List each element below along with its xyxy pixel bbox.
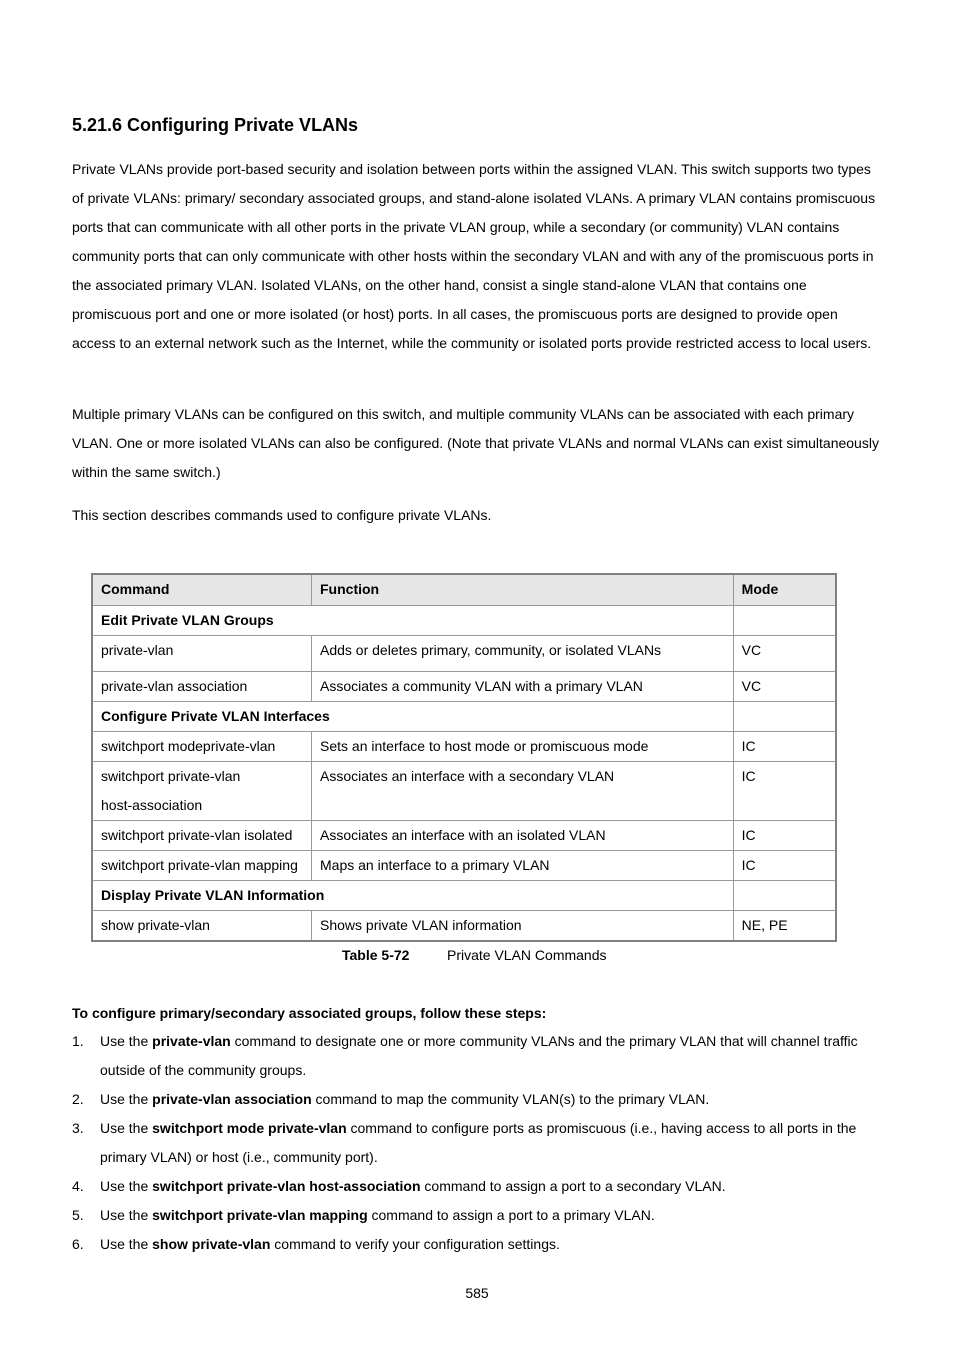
table-row bbox=[92, 732, 836, 762]
list-item bbox=[72, 1230, 884, 1259]
table-caption bbox=[342, 944, 607, 966]
list-item bbox=[72, 1172, 884, 1201]
table-caption-text: Private VLAN Commands bbox=[447, 947, 607, 963]
function-cell: Shows private VLAN information bbox=[312, 911, 734, 942]
empty-cell bbox=[733, 606, 836, 636]
step-command: private-vlan association bbox=[152, 1091, 312, 1107]
list-item bbox=[72, 1027, 884, 1085]
table-row bbox=[92, 911, 836, 942]
mode-cell: VC bbox=[733, 672, 836, 702]
table-section-row bbox=[92, 702, 836, 732]
list-item bbox=[72, 1114, 884, 1172]
step-number: 4. bbox=[72, 1178, 84, 1194]
step-number: 6. bbox=[72, 1236, 84, 1252]
command-cell: switchport private-vlan mapping bbox=[92, 851, 312, 881]
column-header-command: Command bbox=[92, 574, 312, 606]
section-title: Edit Private VLAN Groups bbox=[92, 606, 733, 636]
column-header-mode: Mode bbox=[733, 574, 836, 606]
step-command: switchport mode private-vlan bbox=[152, 1120, 347, 1136]
empty-cell bbox=[733, 881, 836, 911]
table-row bbox=[92, 851, 836, 881]
section-description: This section describes commands used to configure private VLANs. bbox=[72, 507, 492, 523]
table-section-row bbox=[92, 606, 836, 636]
steps-list bbox=[72, 1027, 884, 1259]
table-caption-number: Table 5-72 bbox=[342, 947, 410, 963]
page-number: 585 bbox=[465, 1285, 489, 1301]
intro-paragraph: Private VLANs provide port-based security and isolation between ports within the assigned VLAN. This switch supports two types of private VLANs: primary/ secondary associated groups, and stand-alone isolated VLANs. A primary VLAN contains promiscuous ports that can communicate with all other ports in the private VLAN group, while a secondary (or community) VLAN contains community ports that can only communicate with other hosts within the secondary VLAN and with any of the promiscuous ports in the associated primary VLAN. Isolated VLANs, on the other hand, consist a single stand-alone VLAN that contains one promiscuous port and one or more isolated (or host) ports. In all cases, the promiscuous ports are designed to provide open access to an external network such as the Internet, while the community or isolated ports provide restricted access to local users. bbox=[72, 161, 876, 351]
command-cell: show private-vlan bbox=[92, 911, 312, 942]
table-section-row bbox=[92, 881, 836, 911]
list-item bbox=[72, 1201, 884, 1230]
table-row bbox=[92, 636, 836, 672]
step-command: switchport private-vlan host-association bbox=[152, 1178, 421, 1194]
section-title: Configure Private VLAN Interfaces bbox=[92, 702, 733, 732]
list-item bbox=[72, 1085, 884, 1114]
table-header-row bbox=[92, 574, 836, 606]
command-cell bbox=[92, 762, 312, 821]
section-heading: 5.21.6 Configuring Private VLANs bbox=[72, 115, 359, 135]
step-number: 5. bbox=[72, 1207, 84, 1223]
step-text: command to assign a port to a primary VLAN. bbox=[367, 1207, 655, 1223]
function-cell: Adds or deletes primary, community, or isolated VLANs bbox=[312, 636, 734, 672]
step-text: command to assign a port to a secondary VLAN. bbox=[420, 1178, 726, 1194]
command-line-1: switchport private-vlan bbox=[101, 768, 241, 784]
step-text: command to map the community VLAN(s) to the primary VLAN. bbox=[311, 1091, 710, 1107]
empty-cell bbox=[733, 702, 836, 732]
command-cell: private-vlan bbox=[92, 636, 312, 672]
multiple-vlans-paragraph: Multiple primary VLANs can be configured on this switch, and multiple community VLANs can be associated with each primary VLAN. One or more isolated VLANs can also be configured. (Note that private VLANs and normal VLANs can exist simultaneously within the same switch.) bbox=[72, 406, 879, 480]
step-command: switchport private-vlan mapping bbox=[152, 1207, 368, 1223]
step-text: command to configure ports as promiscuous (i.e., having access to all ports in the primary VLAN) or host (i.e., community port). bbox=[100, 1120, 857, 1165]
step-number: 2. bbox=[72, 1091, 84, 1107]
step-command: show private-vlan bbox=[152, 1236, 271, 1252]
command-cell: switchport modeprivate-vlan bbox=[92, 732, 312, 762]
command-cell: private-vlan association bbox=[92, 672, 312, 702]
step-text: command to verify your configuration settings. bbox=[270, 1236, 560, 1252]
mode-cell: IC bbox=[733, 821, 836, 851]
mode-cell: NE, PE bbox=[733, 911, 836, 942]
step-number: 1. bbox=[72, 1033, 84, 1049]
step-text: Use the bbox=[100, 1120, 153, 1136]
function-cell: Associates a community VLAN with a primary VLAN bbox=[312, 672, 734, 702]
column-header-function: Function bbox=[312, 574, 734, 606]
command-cell: switchport private-vlan isolated bbox=[92, 821, 312, 851]
function-cell: Sets an interface to host mode or promiscuous mode bbox=[312, 732, 734, 762]
function-cell: Maps an interface to a primary VLAN bbox=[312, 851, 734, 881]
step-number: 3. bbox=[72, 1120, 84, 1136]
table-row bbox=[92, 762, 836, 821]
mode-cell: IC bbox=[733, 851, 836, 881]
function-cell: Associates an interface with a secondary VLAN bbox=[312, 762, 734, 821]
step-text: Use the bbox=[100, 1178, 153, 1194]
section-title: Display Private VLAN Information bbox=[92, 881, 733, 911]
step-text: Use the bbox=[100, 1207, 153, 1223]
step-text: Use the bbox=[100, 1091, 153, 1107]
step-command: private-vlan bbox=[152, 1033, 231, 1049]
private-vlan-commands-table bbox=[91, 573, 837, 942]
step-text: command to designate one or more community VLANs and the primary VLAN that will channel traffic outside of the community groups. bbox=[100, 1033, 858, 1078]
step-text: Use the bbox=[100, 1033, 153, 1049]
mode-cell: VC bbox=[733, 636, 836, 672]
function-cell: Associates an interface with an isolated VLAN bbox=[312, 821, 734, 851]
command-line-2: host-association bbox=[101, 797, 203, 813]
table-row bbox=[92, 672, 836, 702]
steps-title: To configure primary/secondary associated groups, follow these steps: bbox=[72, 1005, 547, 1021]
step-text: Use the bbox=[100, 1236, 153, 1252]
mode-cell: IC bbox=[733, 732, 836, 762]
mode-cell: IC bbox=[733, 762, 836, 821]
table-row bbox=[92, 821, 836, 851]
